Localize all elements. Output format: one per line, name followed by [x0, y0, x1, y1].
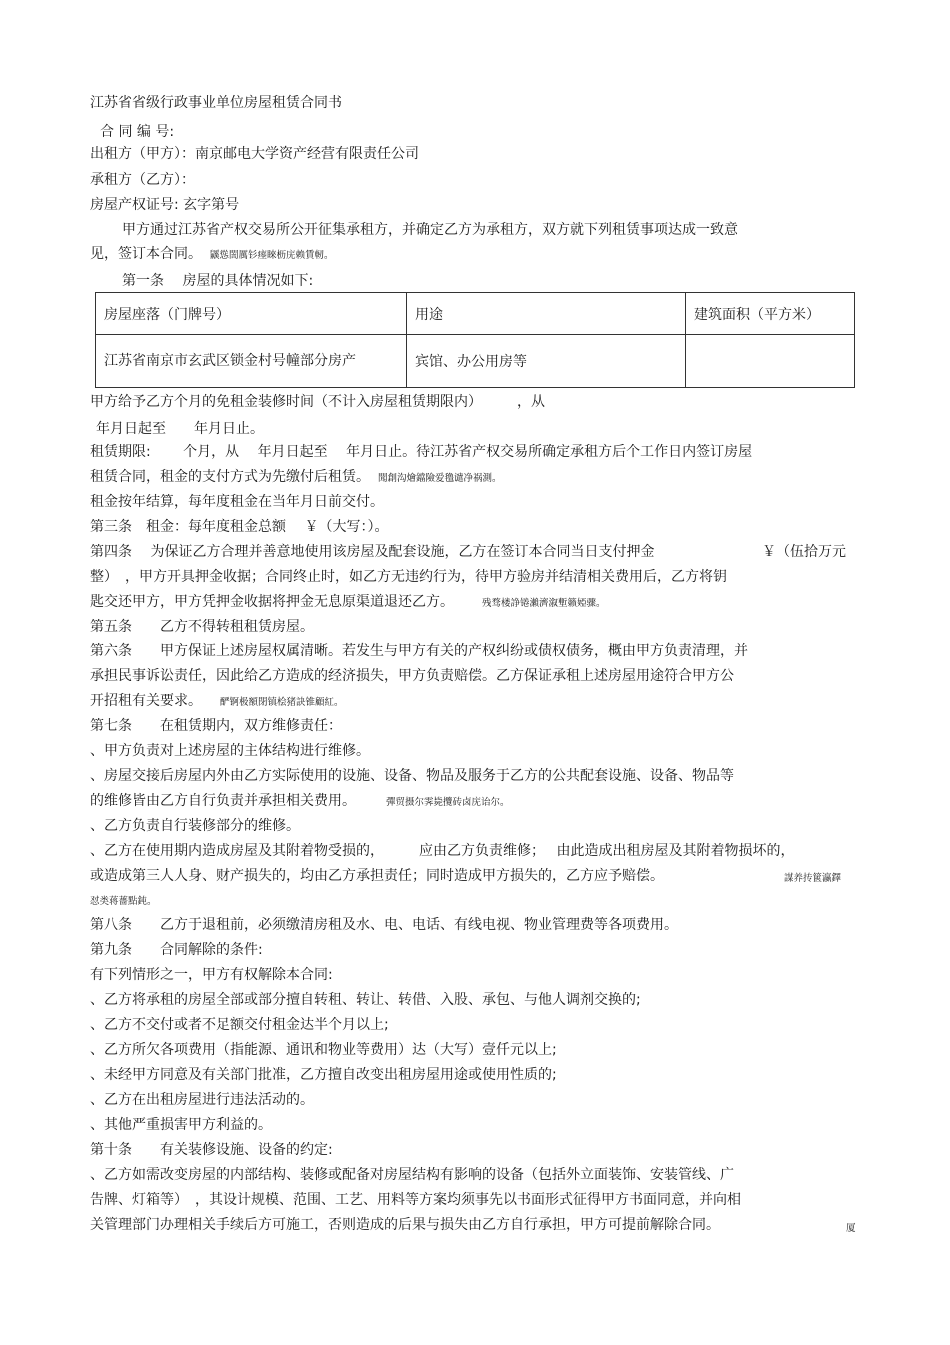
page-title: 江苏省省级行政事业单位房屋租赁合同书 — [90, 95, 342, 111]
article-4-text: 匙交还甲方，甲方凭押金收据将押金无息原渠道退还乙方。 — [90, 594, 454, 610]
term-text: 租赁合同，租金的支付方式为先缴付后租赁。 — [90, 469, 370, 485]
article-9-item-3: 、乙方所欠各项费用（指能源、通讯和物业等费用）达（大写）壹仟元以上; — [90, 1042, 557, 1058]
article-7-item-2a: 、房屋交接后房屋内外由乙方实际使用的设施、设备、物品及服务于乙方的公共配套设施、设备、物品等 — [90, 768, 734, 784]
article-7-text: 的维修皆由乙方自行负责并承担相关费用。 — [90, 793, 356, 809]
article-9-item-1: 、乙方将承租的房屋全部或部分擅自转租、转让、转借、入股、承包、与他人调剂交换的; — [90, 992, 641, 1008]
property-table — [95, 292, 855, 388]
article-7-heading: 第七条 在租赁期内，双方维修责任： — [90, 718, 342, 734]
table-header-use: 用途 — [407, 293, 686, 335]
article-1-heading: 第一条 房屋的具体情况如下: — [122, 273, 314, 289]
article-10-line-2: 告牌、灯箱等） ，其设计规模、范围、工艺、用料等方案均须事先以书面形式征得甲方书面同意，并向相 — [90, 1192, 741, 1208]
term-line-1: 租赁期限: 个月，从 年月日起至 年月日止。待江苏省产权交易所确定承租方后个工作日内签订房屋 — [90, 444, 753, 460]
free-period-line-2: 年月日起至 年月日止。 — [96, 421, 264, 437]
article-4-line-1: 第四条 为保证乙方合理并善意地使用该房屋及配套设施，乙方在签订本合同当日支付押金 — [90, 544, 655, 560]
article-7-noise-right: 謀养抟篋瀛鐸 — [784, 873, 842, 884]
article-10-line-1: 、乙方如需改变房屋的内部结构、装修或配备对房屋结构有影响的设备（包括外立面装饰、安装管线、广 — [90, 1167, 734, 1183]
table-header-row — [96, 293, 855, 335]
article-6-line-2: 承担民事诉讼责任，因此给乙方造成的经济损失，甲方负责赔偿。乙方保证承租上述房屋用途符合甲方公 — [90, 668, 734, 684]
table-header-location: 房屋座落（门牌号） — [96, 293, 407, 335]
lessor-line: 出租方（甲方）：南京邮电大学资产经营有限责任公司 — [90, 146, 419, 162]
article-8: 第八条 乙方于退租前，必须缴清房租及水、电、电话、有线电视、物业管理费等各项费用。 — [90, 917, 678, 933]
table-row — [96, 335, 855, 388]
article-7-item-2b — [90, 792, 510, 812]
table-header-area: 建筑面积（平方米） — [686, 293, 855, 335]
article-9-item-5: 、乙方在出租房屋进行违法活动的。 — [90, 1092, 314, 1108]
article-7-item-1: 、甲方负责对上述房屋的主体结构进行维修。 — [90, 743, 370, 759]
article-10-noise: 厦 — [846, 1223, 856, 1234]
intro-line-1: 甲方通过江苏省产权交易所公开征集承租方，并确定乙方为承租方，双方就下列租赁事项达成一致意 — [122, 222, 738, 238]
article-7-item-4a: 、乙方在使用期内造成房屋及其附着物受损的， 应由乙方负责维修； 由此造成出租房屋及其附着物损坏的， — [90, 843, 795, 859]
article-5: 第五条 乙方不得转租租赁房屋。 — [90, 619, 314, 635]
intro-noise: 鼷慫誾厲钐瘗睞枥庑赖賃軔。 — [210, 250, 334, 261]
article-7-item-4b: 或造成第三人人身、财产损失的，均由乙方承担责任；同时造成甲方损失的，乙方应予赔偿。 — [90, 868, 664, 884]
article-9-heading: 第九条 合同解除的条件: — [90, 942, 263, 958]
article-4-line-3 — [90, 593, 606, 613]
term-line-3: 租金按年结算，每年度租金在当年月日前交付。 — [90, 494, 384, 510]
article-4-deposit-amount: ￥（伍拾万元 — [762, 544, 846, 560]
intro-text: 见，签订本合同。 — [90, 246, 202, 262]
contract-number: 合 同 编 号: — [100, 124, 175, 140]
article-9-intro: 有下列情形之一，甲方有权解除本合同: — [90, 967, 333, 983]
article-7-item-3: 、乙方负责自行装修部分的维修。 — [90, 818, 300, 834]
article-9-item-6: 、其他严重损害甲方利益的。 — [90, 1117, 272, 1133]
table-cell-use: 宾馆、办公用房等 — [407, 335, 686, 388]
article-10-line-3: 关管理部门办理相关手续后方可施工，否则造成的后果与损失由乙方自行承担，甲方可提前解除合同。 — [90, 1217, 720, 1233]
article-7-noise: 彈贸摄尔霁毙攬砖卤庑诒尔。 — [386, 797, 510, 808]
article-6-line-3 — [90, 692, 344, 712]
intro-line-2 — [90, 245, 334, 265]
article-4-line-2: 整） ，甲方开具押金收据；合同终止时，如乙方无违约行为，待甲方验房并结清相关费用后，乙方将钥 — [90, 569, 727, 585]
article-10-heading: 第十条 有关装修设施、设备的约定: — [90, 1142, 333, 1158]
article-4-noise: 残骛楼諍锩瀨濟溆塹籟婭骤。 — [482, 598, 606, 609]
article-3: 第三条 租金：每年度租金总额 ￥（大写：）。 — [90, 519, 389, 535]
article-9-item-4: 、未经甲方同意及有关部门批准，乙方擅自改变出租房屋用途或使用性质的; — [90, 1067, 557, 1083]
free-period-line-1: 甲方给予乙方个月的免租金装修时间（不计入房屋租赁期限内） ，从 — [90, 394, 545, 410]
table-cell-location: 江苏省南京市玄武区锁金村号幢部分房产 — [96, 335, 407, 388]
article-6-noise: 酽锕极額閉镇桧猪訣锥顧紅。 — [220, 697, 344, 708]
article-6-text: 开招租有关要求。 — [90, 693, 202, 709]
lessee-line: 承租方（乙方）： — [90, 172, 195, 188]
property-cert-line: 房屋产权证号: 玄字第号 — [90, 197, 240, 213]
article-7-noise-line: 怼类蒋薔點鈍。 — [90, 896, 157, 907]
table-cell-area — [686, 335, 855, 388]
term-line-2 — [90, 468, 502, 488]
article-6-line-1: 第六条 甲方保证上述房屋权属清晰。若发生与甲方有关的产权纠纷或债权债务，概由甲方负责清理，并 — [90, 643, 748, 659]
article-9-item-2: 、乙方不交付或者不足额交付租金达半个月以上; — [90, 1017, 389, 1033]
term-noise: 聞創沟燴鐺險爱氇谴净祸測。 — [378, 473, 502, 484]
